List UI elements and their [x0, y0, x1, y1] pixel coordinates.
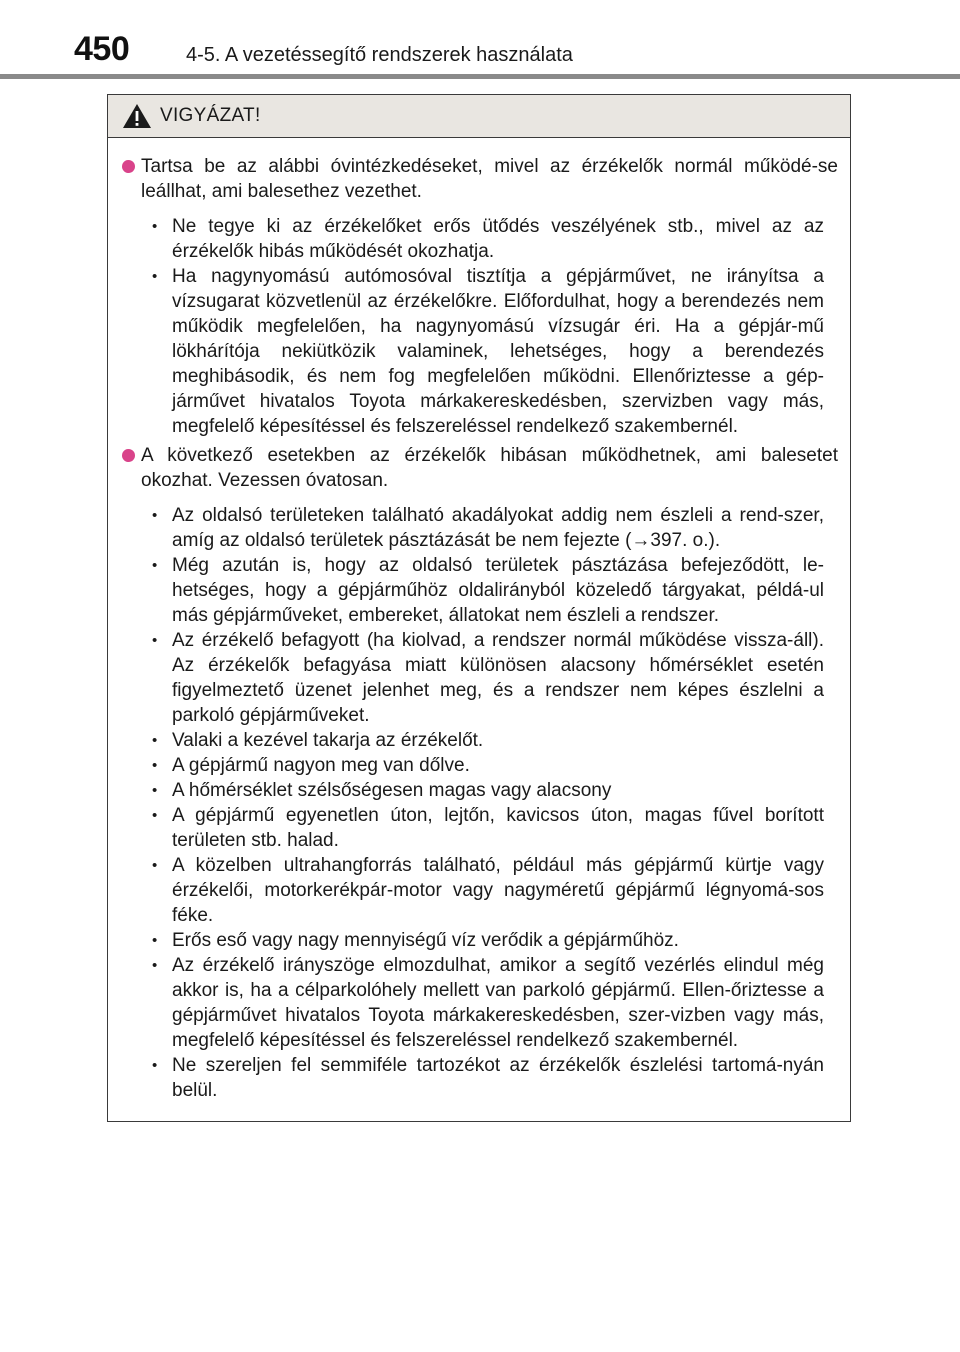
warning-triangle-icon — [122, 103, 152, 129]
main-bullet — [122, 443, 838, 493]
sub-item: • Az érzékelő befagyott (ha kiolvad, a rendszer normál működése vissza-áll). Az érzékelők befagyása miatt különösen alacsony hőmérséklet esetén figyelmeztető üzenet jelenhet meg, és a rendszer nem képes észlelni a parkoló gépjárműveket. — [122, 628, 838, 728]
sub-item: • A gépjármű egyenetlen úton, lejtőn, kavicsos úton, magas fűvel borított területen stb. halad. — [122, 803, 838, 853]
warning-header — [108, 95, 850, 138]
sub-item: • Az érzékelő irányszöge elmozdulhat, amikor a segítő vezérlés elindul még akkor is, ha a célparkolóhely mellett van parkoló gépjármű. Ellen-őriztesse a gépjárművet hivatalos Toyota márkakereskedésben, szer-vizben vagy más, megfelelő képesítéssel és felszereléssel rendelkező szakembernél. — [122, 953, 838, 1053]
sub-item: • Ha nagynyomású autómosóval tisztítja a gépjárművet, ne irányítsa a vízsugarat közvetlenül az érzékelőkre. Előfordulhat, hogy a berendezés nem működik megfelelően, ha nagynyomású vízsugár éri. Ha a gépjár-mű lökhárítója nekiütközik valaminek, lehetséges, hogy a berendezés meghibásodik, és nem fog megfelelően működni. Ellenőriztesse a gép-járművet hivatalos Toyota márkakereskedésben, szervizben vagy más, megfelelő képesítéssel és felszereléssel rendelkező szakembernél. — [122, 264, 838, 439]
sub-list — [122, 214, 838, 439]
sub-item: • A közelben ultrahangforrás található, például más gépjármű kürtje vagy érzékelői, motorkerékpár-motor vagy nagyméretű gépjármű légnyomá-sos féke. — [122, 853, 838, 928]
warning-title: VIGYÁZAT! — [160, 105, 261, 126]
section-title: 4-5. A vezetéssegítő rendszerek használata — [186, 44, 573, 66]
sub-item: • Ne szereljen fel semmiféle tartozékot az érzékelők észlelési tartomá-nyán belül. — [122, 1053, 838, 1103]
sub-item: • A gépjármű nagyon meg van dőlve. — [122, 753, 838, 778]
sub-item: • Ne tegye ki az érzékelőket erős ütődés veszélyének stb., mivel az az érzékelők hibás működését okozhatja. — [122, 214, 838, 264]
sub-item: • A hőmérséklet szélsőségesen magas vagy alacsony — [122, 778, 838, 803]
page-number: 450 — [74, 30, 130, 68]
sub-item: • Még azután is, hogy az oldalsó területek pásztázása befejeződött, le-hetséges, hogy a gépjárműhöz oldalirányból közeledő tárgyakat, példá-ul más gépjárműveket, embereket, állatokat nem észleli a rendszer. — [122, 553, 838, 628]
sub-item: • Erős eső vagy nagy mennyiségű víz verődik a gépjárműhöz. — [122, 928, 838, 953]
main-bullet — [122, 154, 838, 204]
sub-item: • Az oldalsó területeken található akadályokat addig nem észleli a rend-szer, amíg az oldalsó területek pásztázását be nem fejezte (→397. o.). — [122, 503, 838, 553]
bullet-dot-icon — [122, 449, 135, 462]
sub-item: • Valaki a kezével takarja az érzékelőt. — [122, 728, 838, 753]
main-bullet-text: Tartsa be az alábbi óvintézkedéseket, mivel az érzékelők normál működé-se leállhat, ami balesethez vezethet. — [141, 156, 838, 202]
warning-box — [107, 94, 851, 1122]
warning-body — [108, 138, 850, 1103]
main-bullet-text: A következő esetekben az érzékelők hibásan működhetnek, ami balesetet okozhat. Vezessen óvatosan. — [141, 445, 838, 491]
header-divider — [0, 74, 960, 79]
sub-list — [122, 503, 838, 1103]
bullet-dot-icon — [122, 160, 135, 173]
